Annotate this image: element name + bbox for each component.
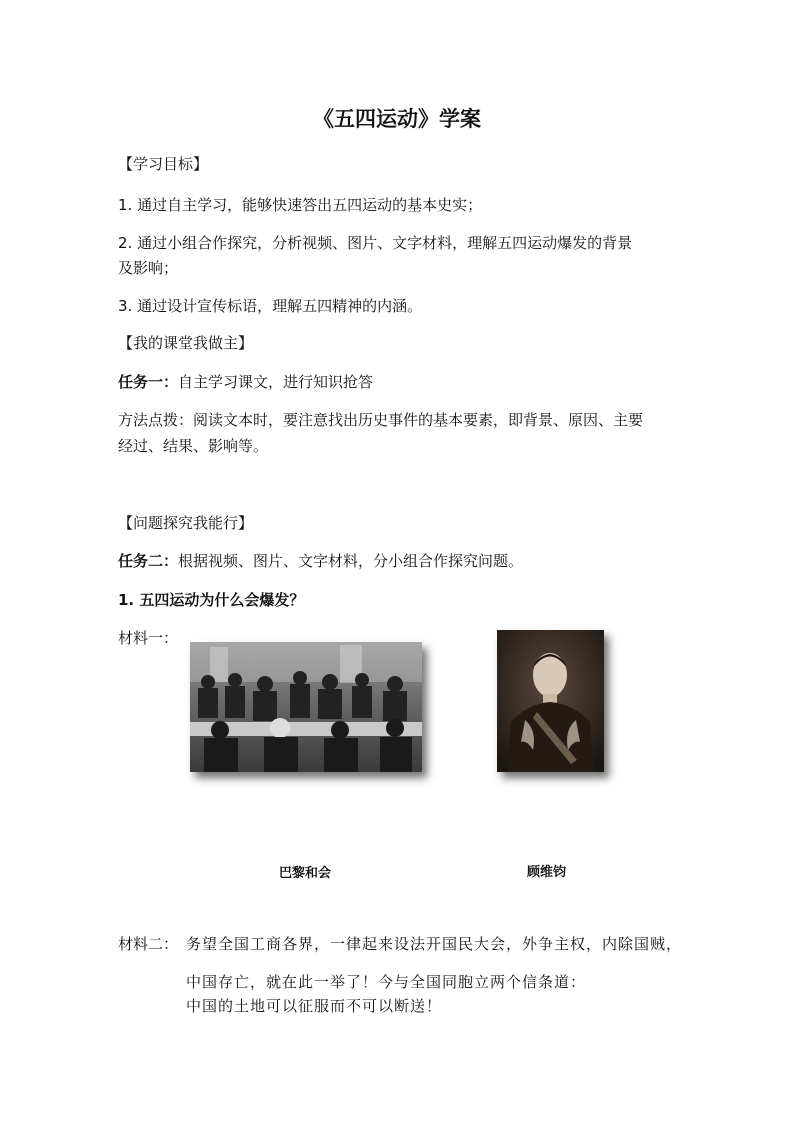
section-heading-goals: 【学习目标】 — [118, 155, 209, 173]
goal-item-3: 3. 通过设计宣传标语，理解五四精神的内涵。 — [118, 297, 423, 315]
caption-paris-peace-conference: 巴黎和会 — [279, 866, 332, 881]
material-2-line3: 中国的土地可以征服而不可以断送！ — [186, 997, 443, 1015]
page-title: 《五四运动》学案 — [313, 107, 481, 131]
goal-item-1: 1. 通过自主学习，能够快速答出五四运动的基本史实； — [118, 196, 483, 214]
wellington-koo-portrait — [497, 630, 604, 772]
caption-wellington-koo: 顾维钧 — [527, 865, 567, 880]
task-two-label: 任务二： — [118, 552, 179, 570]
material-2-line1: 务望全国工商各界，一律起来设法开国民大会，外争主权，内除国贼， — [186, 935, 683, 953]
task-one-text: 自主学习课文，进行知识抢答 — [178, 373, 374, 391]
paris-peace-conference-photo — [190, 642, 422, 772]
task-one-label: 任务一： — [118, 373, 179, 391]
task-two — [118, 550, 523, 571]
goal-item-2-cont: 及影响； — [118, 259, 179, 277]
section-heading-inquiry: 【问题探究我能行】 — [118, 514, 254, 532]
task-two-text: 根据视频、图片、文字材料，分小组合作探究问题。 — [178, 552, 524, 570]
method-tip-line2: 经过、结果、影响等。 — [118, 437, 269, 455]
goal-item-2: 2. 通过小组合作探究，分析视频、图片、文字材料，理解五四运动爆发的背景 — [118, 234, 633, 252]
material-1-label: 材料一： — [118, 629, 179, 647]
material-2-line2: 中国存亡，就在此一举了！今与全国同胞立两个信条道： — [186, 973, 587, 991]
question-1: 1. 五四运动为什么会爆发？ — [118, 591, 305, 609]
material-2-label: 材料二： — [118, 935, 179, 953]
method-tip-line1: 方法点拨：阅读文本时，要注意找出历史事件的基本要素，即背景、原因、主要 — [118, 411, 644, 429]
section-heading-classroom: 【我的课堂我做主】 — [118, 334, 254, 352]
task-one — [118, 371, 373, 392]
